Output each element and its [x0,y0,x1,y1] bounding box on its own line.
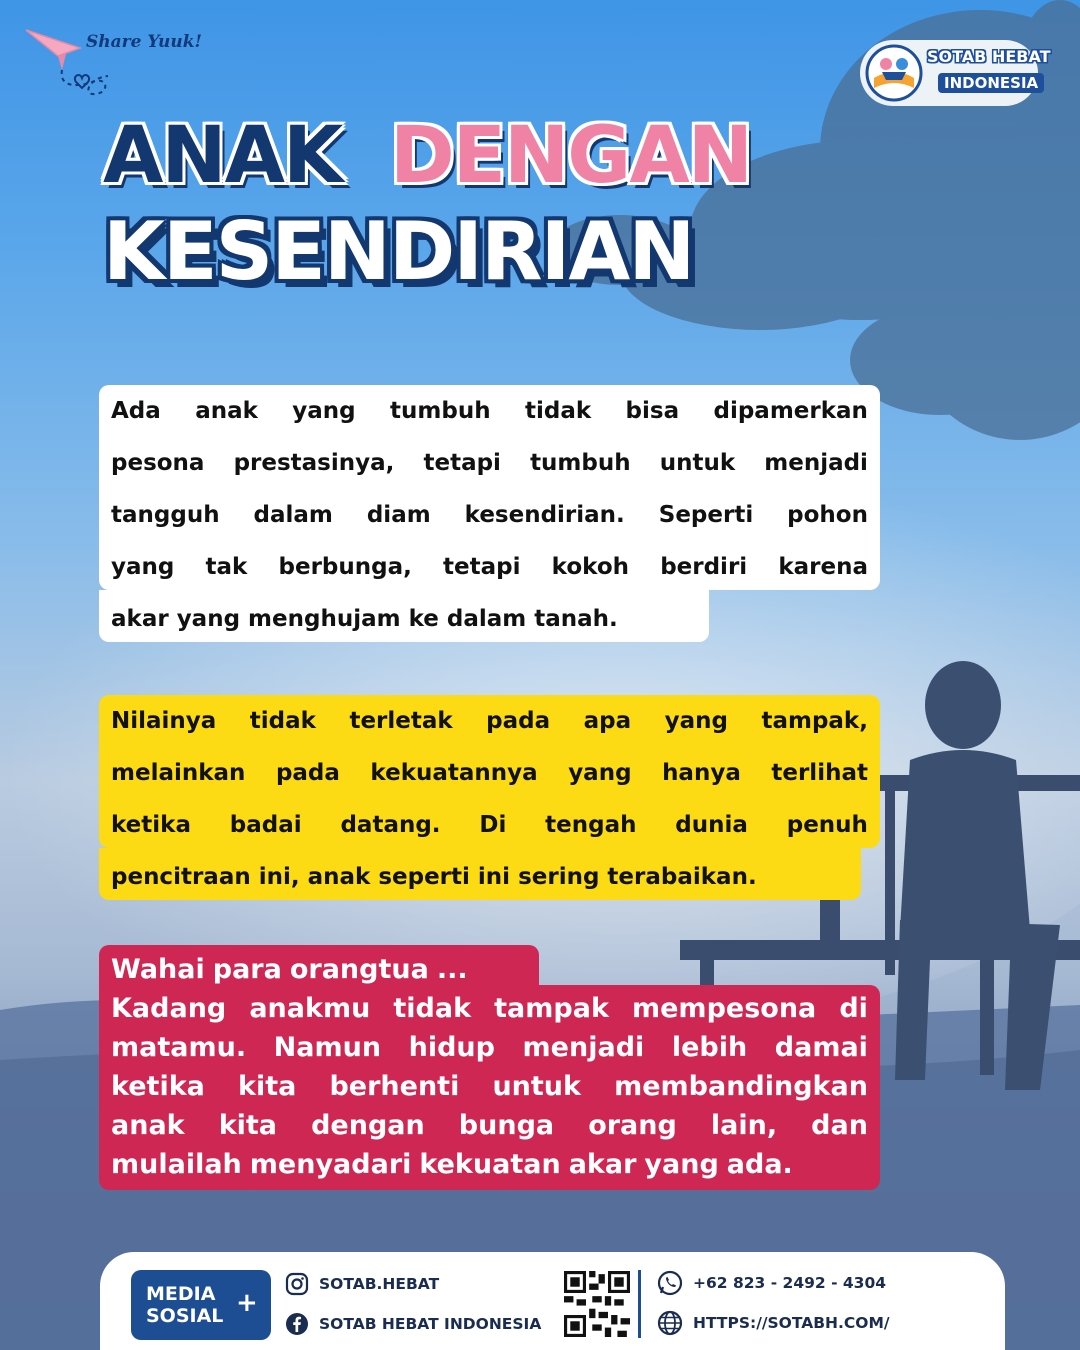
word: tanah. [534,606,618,632]
word: untuk [659,450,736,476]
instagram-link[interactable] [285,1272,439,1296]
word: ada. [726,1149,793,1180]
text-line [111,593,868,645]
word: pada [486,708,551,734]
whatsapp-link[interactable] [657,1270,886,1296]
text-line [111,747,868,799]
paragraph-value [99,695,880,903]
word: pada [275,760,340,786]
word: akar [111,606,169,632]
word: anak [307,864,371,890]
logo-text-line1: SOTAB HEBAT [927,47,1051,66]
word: berdiri [660,554,748,580]
word: orang [588,1110,677,1141]
word: ke [408,606,439,632]
title-word-kesendirian: KESENDIRIAN [103,205,694,298]
text-line [111,437,868,489]
word: melainkan [111,760,246,786]
word: kesendirian. [464,502,625,528]
word: dunia [675,812,748,838]
word: ini, [258,864,300,890]
media-label-line1: MEDIA [146,1283,216,1305]
word: berhenti [329,1071,460,1102]
word: tangguh [111,502,220,528]
word: mempesona [631,993,817,1024]
share-label: Share Yuuk! [86,32,202,52]
qr-code-icon[interactable] [564,1271,630,1337]
word: ketika [111,1071,205,1102]
word: dengan [311,1110,425,1141]
word: damai [774,1032,868,1063]
word: terabaikan. [607,864,757,890]
word: tidak [393,993,472,1024]
word: tampak [494,993,609,1024]
word: kekuatannya [370,760,538,786]
word: tidak [249,708,316,734]
word: tumbuh [530,450,631,476]
word: orangtua [289,954,429,985]
word: tengah [545,812,637,838]
word: tidak [524,398,592,424]
media-sosial-label [146,1283,223,1327]
word: kokoh [551,554,630,580]
word: ... [436,954,468,985]
media-label-line2: SOSIAL [146,1305,224,1327]
word: yang [568,760,632,786]
whatsapp-icon [657,1270,683,1296]
paragraph-parents-text [99,945,880,1184]
facebook-page: SOTAB HEBAT INDONESIA [319,1315,542,1333]
word: Kadang [111,993,227,1024]
text-line [111,950,868,989]
word: diam [366,502,431,528]
word: apa [583,708,632,734]
word: kekuatan [419,1149,561,1180]
word: Di [479,812,507,838]
word: menjadi [522,1032,645,1063]
word: anak [195,398,258,424]
word: mulailah [111,1149,242,1180]
word: hidup [408,1032,495,1063]
word: para [212,954,282,985]
text-line [111,695,868,747]
word: hanya [662,760,741,786]
word: menghujam [248,606,401,632]
word: menyadari [249,1149,412,1180]
word: berbunga, [278,554,412,580]
word: tak [205,554,248,580]
title-word-dengan: DENGAN [390,111,751,201]
word: Seperti [658,502,754,528]
word: datang. [340,812,441,838]
text-line [111,1106,868,1145]
word: prestasinya, [233,450,395,476]
globe-icon [657,1310,683,1336]
paragraph-intro [99,385,880,645]
text-line [111,1145,868,1184]
word: Wahai [111,954,205,985]
word: bunga [458,1110,555,1141]
word: matamu. [111,1032,247,1063]
word: di [839,993,868,1024]
paragraph-value-text [99,695,880,903]
word: pencitraan [111,864,251,890]
word: membandingkan [614,1071,868,1102]
text-line [111,489,868,541]
word: bisa [625,398,680,424]
text-line [111,851,868,903]
text-line [111,1067,868,1106]
logo-text-line2: INDONESIA [938,73,1044,93]
facebook-icon [285,1312,309,1336]
word: sering [518,864,600,890]
word: terlihat [771,760,868,786]
text-line [111,385,868,437]
word: anakmu [249,993,371,1024]
word: kita [218,1110,278,1141]
word: dalam [446,606,527,632]
word: seperti [378,864,470,890]
media-sosial-button[interactable] [131,1270,271,1340]
text-line [111,1028,868,1067]
word: karena [778,554,868,580]
text-line [111,541,868,593]
word: lebih [671,1032,748,1063]
paragraph-intro-text [99,385,880,645]
word: terletak [349,708,453,734]
word: anak [111,1110,185,1141]
word: menjadi [764,450,868,476]
word: Nilainya [111,708,217,734]
title-word-anak: ANAK [103,111,342,201]
word: pesona [111,450,205,476]
word: penuh [786,812,868,838]
text-line [111,799,868,851]
phone-number: +62 823 - 2492 - 4304 [693,1274,887,1292]
facebook-link[interactable] [285,1312,541,1336]
word: pohon [787,502,868,528]
footer-divider [638,1270,641,1338]
word: akar [568,1149,637,1180]
word: tampak, [761,708,868,734]
word: untuk [492,1071,581,1102]
word: yang [664,708,728,734]
instagram-icon [285,1272,309,1296]
word: dalam [253,502,333,528]
word: Ada [111,398,161,424]
word: kita [238,1071,297,1102]
word: Namun [273,1032,382,1063]
text-line [111,989,868,1028]
word: yang [292,398,356,424]
word: ini [477,864,511,890]
website-link[interactable] [657,1310,890,1336]
plus-icon: + [236,1288,258,1318]
instagram-handle: SOTAB.HEBAT [319,1275,440,1293]
word: lain, [710,1110,778,1141]
word: yang [176,606,241,632]
word: dan [811,1110,868,1141]
word: tetapi [443,554,521,580]
website-url: HTTPS://SOTABH.COM/ [693,1314,890,1332]
word: tumbuh [390,398,491,424]
word: yang [111,554,175,580]
paper-plane-icon [18,12,128,112]
paragraph-parents [99,945,880,1184]
word: badai [229,812,302,838]
word: yang [644,1149,719,1180]
word: tetapi [423,450,501,476]
word: dipamerkan [713,398,868,424]
word: ketika [111,812,191,838]
